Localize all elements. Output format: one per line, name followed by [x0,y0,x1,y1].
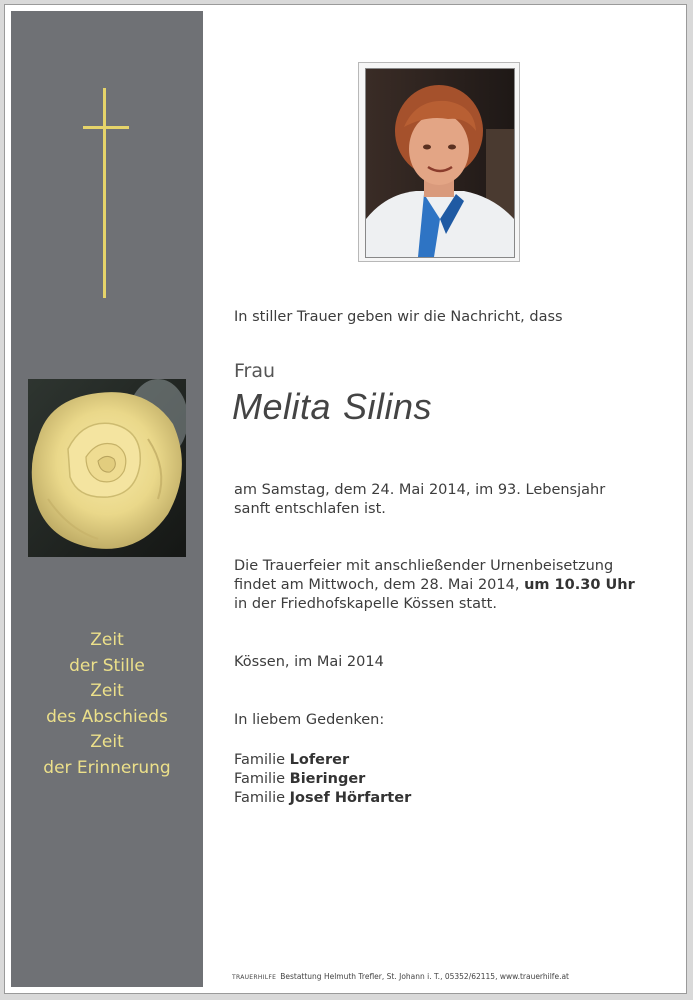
family-item: Familie Josef Hörfarter [234,790,412,806]
footer-text: Bestattung Helmuth Trefler, St. Johann i. T., 05352/62115, www.trauerhilfe.at [280,972,569,981]
place-date: Kössen, im Mai 2014 [234,654,384,670]
death-notice-line: am Samstag, dem 24. Mai 2014, im 93. Lebensjahr [234,482,606,498]
death-notice-line: sanft entschlafen ist. [234,501,386,517]
motto-line: der Stille [69,655,145,676]
family-item: Familie Loferer [234,752,350,768]
portrait-photo [366,69,514,257]
first-name: Melita [232,386,332,427]
ceremony-line: in der Friedhofskapelle Kössen statt. [234,596,497,612]
rose-image [28,379,186,557]
deceased-name [232,386,432,428]
ceremony-line: Die Trauerfeier mit anschließender Urnenbeisetzung [234,558,614,574]
motto-line: Zeit [90,630,124,650]
family-list [234,751,411,808]
footer-logo: TRAUERHILFE [232,974,277,981]
remembrance-heading: In liebem Gedenken: [234,712,385,728]
ceremony-time: um 10.30 Uhr [524,577,635,593]
last-name: Silins [343,386,433,427]
motto-line: Zeit [90,681,124,702]
footer [232,972,569,981]
family-item: Familie Bieringer [234,771,366,787]
ceremony-line [234,576,635,595]
motto-line: der Erinnerung [43,757,171,778]
death-notice [234,481,605,519]
salutation: Frau [234,360,276,382]
intro-text: In stiller Trauer geben wir die Nachricht, dass [234,309,563,325]
motto-line: des Abschieds [46,706,168,727]
ceremony-date: findet am Mittwoch, dem 28. Mai 2014, [234,577,525,593]
motto-line: Zeit [90,732,124,753]
cross-icon [103,88,106,298]
ceremony-info [234,557,635,614]
cross-icon-bar [83,126,129,129]
motto-verse [11,628,203,782]
